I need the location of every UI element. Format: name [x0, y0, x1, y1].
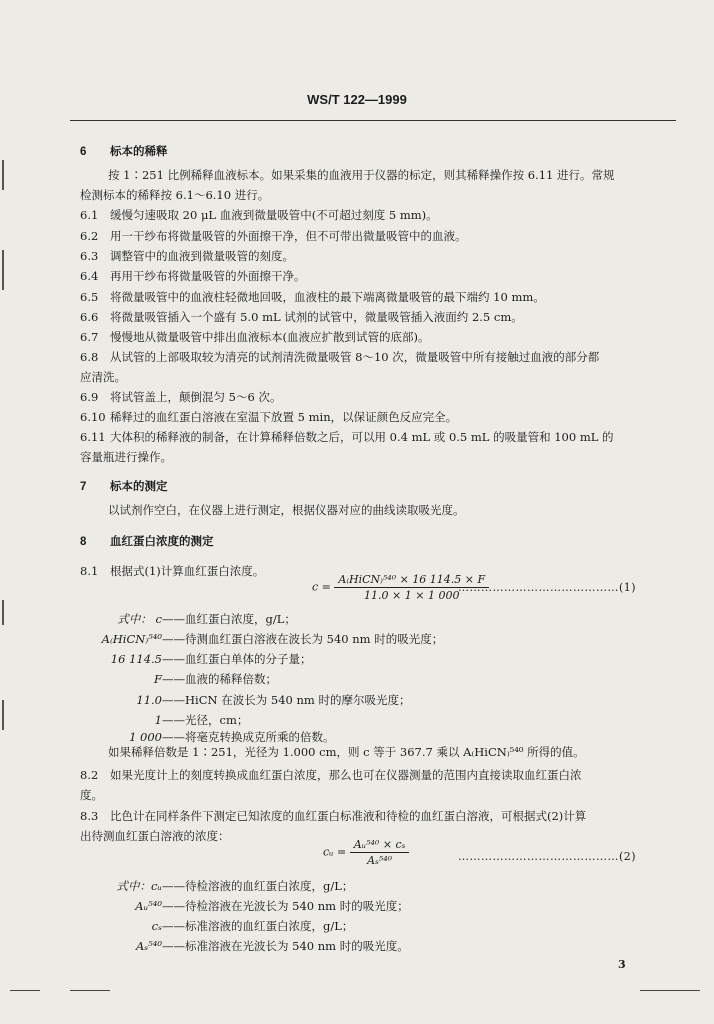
clause-number: 6.9 [80, 390, 99, 404]
clause-text: 血红蛋白浓度的测定 [110, 536, 214, 548]
definition-symbol: A₍HiCN₎⁵⁴⁰ [101, 632, 162, 646]
scan-edge-mark [2, 700, 4, 730]
formula-2-lhs: cᵤ = [323, 845, 347, 859]
clause-text: 如果光度计上的刻度转换成血红蛋白浓度，那么也可在仪器测量的范围内直接读取血红蛋白浓 [110, 768, 582, 782]
body-line [108, 502, 465, 518]
definition-row [80, 671, 277, 687]
body-line [80, 808, 586, 824]
clause-number: 6.7 [80, 330, 99, 344]
definition-text: ——待检溶液的血红蛋白浓度，g/L； [162, 879, 354, 893]
clause-text: 根据式(1)计算血红蛋白浓度。 [110, 564, 265, 578]
definition-symbol: 11.0 [136, 693, 162, 707]
formula-2-denominator: Aₛ⁵⁴⁰ [367, 854, 393, 867]
definition-text: ——待检溶液在光波长为 540 nm 时的吸光度； [162, 899, 409, 913]
clause-text: 标本的稀释 [110, 146, 168, 158]
clause-text: 稀释过的血红蛋白溶液在室温下放置 5 min，以保证颜色反应完全。 [110, 410, 458, 424]
body-line [80, 369, 126, 385]
clause-text: 将微量吸管中的血液柱轻微地回吸，血液柱的最下端离微量吸管的最下端约 10 mm。 [110, 290, 545, 304]
clause-number: 6.8 [80, 350, 99, 364]
definition-symbol: cₛ [151, 919, 162, 933]
body-line [80, 207, 438, 223]
clause-number: 6.2 [80, 229, 99, 243]
definition-row [80, 692, 410, 708]
definition-row [80, 651, 312, 667]
clause-text: 标本的测定 [110, 481, 168, 493]
clause-text: 大体积的稀释液的制备，在计算稀释倍数之后，可以用 0.4 mL 或 0.5 mL 的吸量管和 100 mL 的 [110, 430, 614, 444]
body-line [80, 787, 103, 803]
body-line [80, 389, 281, 405]
scan-edge-mark [2, 160, 4, 190]
clause-text: 调整管中的血液到微量吸管的刻度。 [110, 249, 294, 263]
formula-2 [323, 838, 409, 867]
section-heading [80, 479, 168, 495]
body-line [80, 309, 523, 325]
clause-text: 应清洗。 [80, 370, 126, 384]
definition-row [80, 631, 443, 647]
clause-text: 以试剂作空白，在仪器上进行测定，根据仪器对应的曲线读取吸光度。 [108, 503, 465, 517]
clause-number: 8.1 [80, 564, 99, 578]
body-line [108, 167, 615, 183]
clause-text: 容量瓶进行操作。 [80, 450, 172, 464]
clause-text: 慢慢地从微量吸管中排出血液标本(血液应扩散到试管的底部)。 [110, 330, 430, 344]
definition-row [80, 938, 409, 954]
clause-number: 6.1 [80, 208, 99, 222]
definition-symbol: 式中： c [117, 612, 162, 626]
definition-text: ——待测血红蛋白溶液在波长为 540 nm 时的吸光度； [162, 632, 444, 646]
formula-1-denominator: 11.0 × 1 × 1 000 [364, 589, 460, 602]
formula-2-numerator: Aᵤ⁵⁴⁰ × cₛ [350, 838, 410, 853]
clause-text: 缓慢匀速吸取 20 μL 血液到微量吸管中(不可超过刻度 5 mm)。 [110, 208, 438, 222]
scan-edge-mark [2, 600, 4, 625]
definition-text: ——标准溶液的血红蛋白浓度，g/L； [162, 919, 354, 933]
clause-text: 度。 [80, 788, 103, 802]
body-line [80, 409, 457, 425]
definition-text: ——标准溶液在光波长为 540 nm 时的吸光度。 [162, 939, 409, 953]
clause-text: 出待测血红蛋白溶液的浓度： [80, 829, 230, 843]
body-line [80, 767, 582, 783]
formula-2-fraction [350, 838, 410, 867]
clause-text: 再用干纱布将微量吸管的外面擦干净。 [110, 269, 306, 283]
definition-symbol: Aᵤ⁵⁴⁰ [135, 899, 162, 913]
clause-text: 将微量吸管插入一个盛有 5.0 mL 试剂的试管中，微量吸管插入液面约 2.5 cm。 [110, 310, 523, 324]
definition-row [80, 898, 409, 914]
section-heading [80, 144, 168, 160]
body-line [80, 228, 467, 244]
clause-text: 检测标本的稀释按 6.1～6.10 进行。 [80, 188, 270, 202]
definition-symbol: Aₛ⁵⁴⁰ [135, 939, 162, 953]
page-number: 3 [618, 958, 626, 971]
body-line [80, 563, 264, 579]
definition-symbol: 1 000 [129, 730, 162, 744]
standard-header: WS/T 122—1999 [307, 92, 407, 107]
clause-number: 7 [80, 481, 87, 493]
clause-number: 8 [80, 536, 87, 548]
definition-text: ——HiCN 在波长为 540 nm 时的摩尔吸光度； [162, 693, 411, 707]
body-line [80, 268, 306, 284]
clause-number: 6.6 [80, 310, 99, 324]
definition-symbol: F [154, 672, 162, 686]
scan-edge-mark [2, 250, 4, 290]
body-line [80, 349, 599, 365]
clause-text: 用一干纱布将微量吸管的外面擦干净，但不可带出微量吸管中的血液。 [110, 229, 467, 243]
clause-number: 6.4 [80, 269, 99, 283]
definition-row [80, 712, 248, 728]
definition-row [80, 918, 353, 934]
clause-text: 按 1∶251 比例稀释血液标本。如果采集的血液用于仪器的标定，则其稀释操作按 6.11 进行。常规 [108, 168, 615, 182]
formula-1-lhs: c = [312, 580, 331, 594]
body-line [80, 248, 294, 264]
definition-row [80, 611, 296, 627]
clause-number: 6.3 [80, 249, 99, 263]
body-line [80, 828, 230, 844]
clause-number: 8.2 [80, 768, 99, 782]
clause-number: 6.5 [80, 290, 99, 304]
definition-symbol: 式中：cᵤ [116, 879, 162, 893]
section-heading [80, 534, 214, 550]
header-rule [70, 120, 676, 121]
scan-footer-line [70, 990, 110, 991]
formula-1-numerator: A₍HiCN₎⁵⁴⁰ × 16 114.5 × F [334, 573, 489, 588]
body-line [80, 429, 614, 445]
definition-symbol: 16 114.5 [110, 652, 162, 666]
definition-text: ——血红蛋白浓度，g/L； [162, 612, 296, 626]
definition-text: ——血液的稀释倍数； [162, 672, 277, 686]
dilution-note: 如果稀释倍数是 1∶251，光径为 1.000 cm，则 c 等于 367.7 乘以 A₍HiCN₎⁵⁴⁰ 所得的值。 [108, 745, 585, 759]
definition-text: ——血红蛋白单体的分子量； [162, 652, 312, 666]
definition-symbol: 1 [154, 713, 162, 727]
clause-number: 6.11 [80, 430, 106, 444]
scan-footer-line [640, 990, 700, 991]
clause-text: 比色计在同样条件下测定已知浓度的血红蛋白标准液和待检的血红蛋白溶液，可根据式(2)计算 [110, 809, 587, 823]
body-line [80, 449, 172, 465]
clause-number: 6 [80, 146, 87, 158]
body-line [80, 187, 269, 203]
definition-text: ——将毫克转换成克所乘的倍数。 [162, 730, 335, 744]
clause-text: 将试管盖上，颠倒混匀 5～6 次。 [110, 390, 282, 404]
definition-row [80, 878, 353, 894]
clause-text: 从试管的上部吸取较为清亮的试剂清洗微量吸管 8～10 次，微量吸管中所有接触过血液的部分都 [110, 350, 600, 364]
body-line [80, 329, 429, 345]
definition-row [80, 729, 335, 745]
body-line [80, 289, 545, 305]
scan-footer-line [10, 990, 40, 991]
clause-number: 6.10 [80, 410, 106, 424]
clause-number: 8.3 [80, 809, 99, 823]
formula-2-number: ……………………………………(2) [458, 850, 637, 863]
formula-1-number: ……………………………………(1) [458, 581, 637, 594]
definition-text: ——光径，cm； [162, 713, 249, 727]
